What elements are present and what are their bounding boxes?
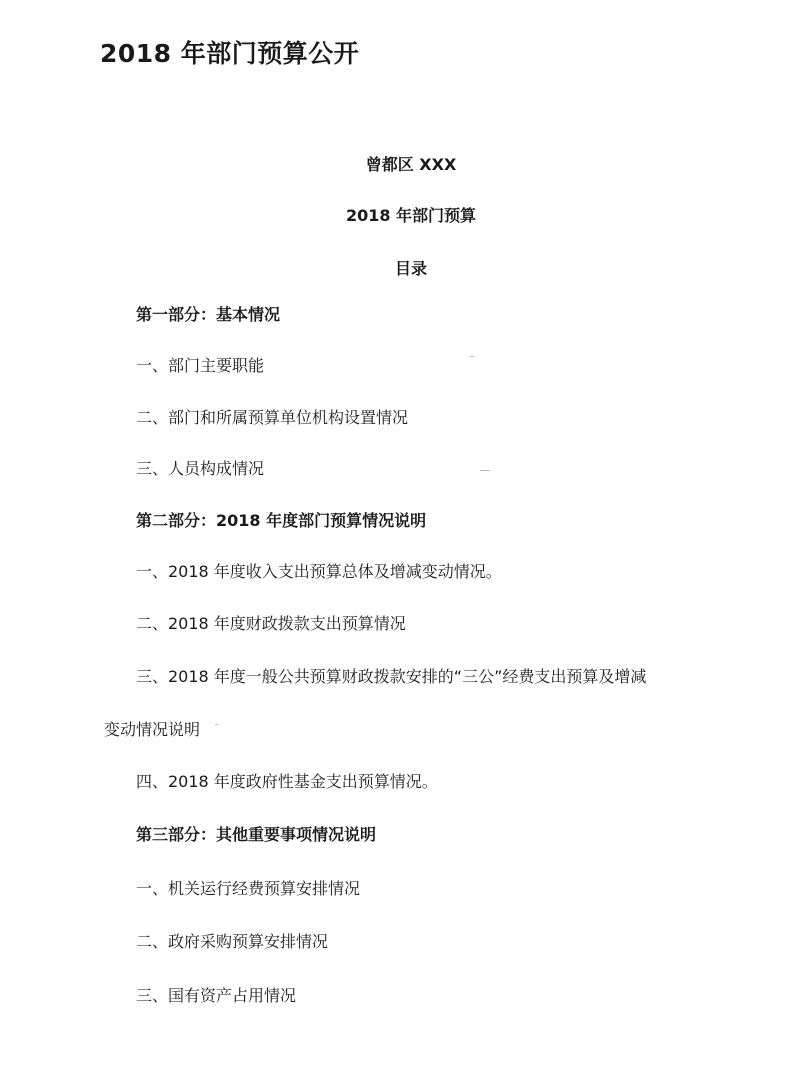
org-name: 曾都区 XXX [365,155,457,174]
document-title: 2018 年部门预算 [345,206,477,225]
toc-item-continuation: 变动情况说明 [104,720,201,739]
scan-speck [215,724,218,725]
toc-item: 二、政府采购预算安排情况 [136,932,329,951]
toc-item: 一、机关运行经费预算安排情况 [136,879,361,898]
toc-item: 三、人员构成情况 [136,459,265,478]
toc-item: 二、部门和所属预算单位机构设置情况 [136,408,409,427]
section-heading-2: 第二部分：2018 年度部门预算情况说明 [136,511,427,530]
section-heading-3: 第三部分：其他重要事项情况说明 [136,825,377,844]
toc-title: 目录 [394,259,427,278]
toc-item: 三、国有资产占用情况 [136,986,297,1005]
toc-item: 三、2018 年度一般公共预算财政拨款安排的“三公”经费支出预算及增减 [136,667,647,686]
scan-speck [470,356,474,357]
section-heading-1: 第一部分：基本情况 [136,305,281,324]
toc-item: 二、2018 年度财政拨款支出预算情况 [136,614,406,633]
toc-item: 一、2018 年度收入支出预算总体及增减变动情况。 [136,562,502,581]
toc-item: 一、部门主要职能 [136,356,265,375]
scan-speck [480,470,490,471]
toc-item: 四、2018 年度政府性基金支出预算情况。 [136,772,438,791]
page-title: 2018 年部门预算公开 [100,39,360,68]
